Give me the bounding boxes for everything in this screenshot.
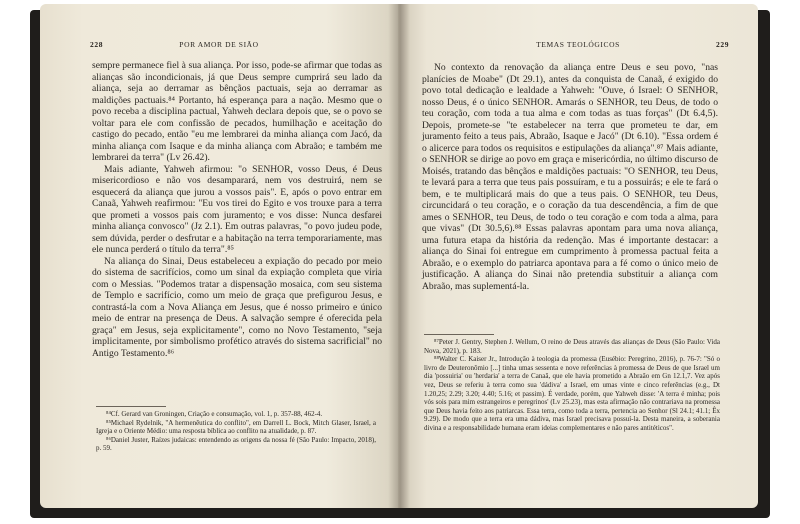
footnote: ⁸⁸Walter C. Kaiser Jr., Introdução à teologia da promessa (Eusébio: Peregrino, 2016), p. 76-7: "Só o livro de Deuteronômio [...] tinha umas sessenta e nove referências à promessa de Deus de que Israel um dia 'possuiria' ou 'herdaria' a terra de Canaã, que ele havia prometido a Abraão em Gn 12.1,7. Vez após vez, Deus se referiu à terra como sua 'dádiva' a Israel, em umas vinte e cinco referências (e.g., Dt 1.20,25; 2.29; 3.20; 4.40; 5.16; et passim). É verdade, porém, que Yahweh disse: 'A terra é minha; pois vós sois para mim estrangeiros e peregrinos' (Lv 25.23), mas esta afirmação não contrariava na promessa que Deus havia feito aos patriarcas. Essa terra, como toda a terra, pertencia ao Senhor (Sl 24.1; 41.1; Êx 9.29). De modo que a terra era uma dádiva, mas Israel precisava possuí-la. Desta maneira, a soberania divina e a responsabilidade humana eram ideias complementares e não pares antitéticos".: [424, 355, 720, 432]
footnote: ⁸⁴Cf. Gerard van Groningen, Criação e consumação, vol. 1, p. 357-88, 462-4.: [106, 410, 323, 418]
footnote: ⁸⁶Daniel Juster, Raízes judaicas: entendendo as origens da nossa fé (São Paulo: Impacto, 2018), p. 59.: [96, 435, 376, 453]
left-page: [40, 4, 398, 508]
paragraph: Mais adiante, Yahweh afirmou: "o SENHOR, vosso Deus, é Deus misericordioso e não vos desamparará, nem vos destruirá, nem se esquecerá da aliança que jurou a vossos pais". E, após o povo entrar em Canaã, Yahweh reafirmou: "Eu vos tirei do Egito e vos trouxe para a terra que prometi a vossos pais com juramento; e vos disse: Nunca desfarei minha aliança convosco" (Jz 2.1). Em outras palavras, "o povo judeu pode, sem dúvida, perder o desfrutar e a habitação na terra temporariamente, mas ele nunca perderá o título da terra".⁸⁵: [92, 163, 382, 255]
open-book: [36, 4, 764, 514]
footnote-rule: [424, 334, 494, 335]
paragraph: sempre permanece fiel à sua aliança. Por isso, pode-se afirmar que todas as alianças são incondicionais, já que Deus sempre cumprirá seu lado da aliança, seja ao derramar as bênçãos pactuais, seja ao derramar as maldições pactuais.⁸⁴ Portanto, há esperança para a nação. Mesmo que o povo receba a disciplina pactual, Yahweh declara depois que, se o povo se voltar para ele com confissão de pecados, humilhação e aceitação do castigo do pecado, então "eu me lembrarei da minha aliança com Jacó, da minha aliança com Isaque e da minha aliança com Abraão; e também me lembrarei da terra" (Lv 26.42).: [92, 60, 382, 163]
footnote: ⁸⁵Michael Rydelnik, "A hermenêutica do conflito", em Darrell L. Bock, Mitch Glaser, Israel, a Igreja e o Oriente Médio: uma resposta bíblica ao conflito na atualidade, p. 87.: [96, 418, 376, 436]
right-page-number: 229: [716, 40, 730, 49]
right-page: [398, 4, 758, 508]
paragraph: No contexto da renovação da aliança entre Deus e seu povo, "nas planícies de Moabe" (Dt 29.1), antes da conquista de Canaã, é exigido do povo total dedicação e lealdade a Yahweh: "Ouve, ó Israel: O SENHOR, nosso Deus, é o único SENHOR. Amarás o SENHOR, teu Deus, de todo o teu coração, com toda a tua alma e com todas as tuas forças" (Dt 6.4,5). Depois, promete-se "te estabelecer na terra que prometeu te dar, em juramento feito a teus pais, Abraão, Isaque e Jacó" (Dt 6.10). "Essa ordem é o alicerce para todos os requisitos e estipulações da aliança".⁸⁷ Mais adiante, o SENHOR se dirige ao povo em graça e misericórdia, no último discurso de Moisés, tratando das bênçãos e maldições pactuais: "O SENHOR, teu Deus, te levará para a terra que teus pais possuíram, e tu a possuirás; e ele te fará o bem, e te multiplicará mais do que a teus pais. O SENHOR, teu Deus, circuncidará o teu coração, e o coração da tua descendência, a fim de que ames o SENHOR, teu Deus, de todo o teu coração e com toda a alma, para que vivas" (Dt 30.5,6).⁸⁸ Essas palavras apontam para uma nova aliança, uma futura etapa da história da redenção. Mas é importante destacar: a aliança do Sinai foi entregue em cumprimento à promessa pactual feita a Abraão, e o exemplo do patriarca apontava para a fé como o único meio de justificação. A aliança do Sinai não pretendia substituir a aliança com Abraão, mas suplementá-la.: [422, 62, 718, 292]
right-body: [422, 62, 718, 292]
left-body: [92, 60, 382, 359]
footnote-rule: [96, 406, 166, 407]
book-gutter: [388, 4, 410, 508]
left-footnotes: [96, 410, 376, 453]
left-running-head: POR AMOR DE SIÃO: [179, 40, 259, 49]
right-running-head: TEMAS TEOLÓGICOS: [536, 40, 620, 49]
footnote: ⁸⁷Peter J. Gentry, Stephen J. Wellum, O reino de Deus através das alianças de Deus (São Paulo: Vida Nova, 2021), p. 183.: [424, 338, 720, 355]
right-footnotes: [424, 338, 720, 433]
left-page-number: 228: [90, 40, 104, 49]
paragraph: Na aliança do Sinai, Deus estabeleceu a expiação do pecado por meio do sistema de sacrifícios, como um sinal da expiação completa que viria com o Messias. "Podemos tratar a dispensação mosaica, com seu sistema de Templo e sacrifício, como um meio de graça que prefigurou Jesus, e contrastá-la com a Nova Aliança em Jesus, que é nosso primeiro e único meio de entrar na presença de Deus. A salvação sempre é oferecida pela graça" em Jesus, seja explicitamente", como no Novo Testamento, "seja implicitamente, por simbolismo profético através do sistema sacrificial" no Antigo Testamento.⁸⁶: [92, 255, 382, 359]
